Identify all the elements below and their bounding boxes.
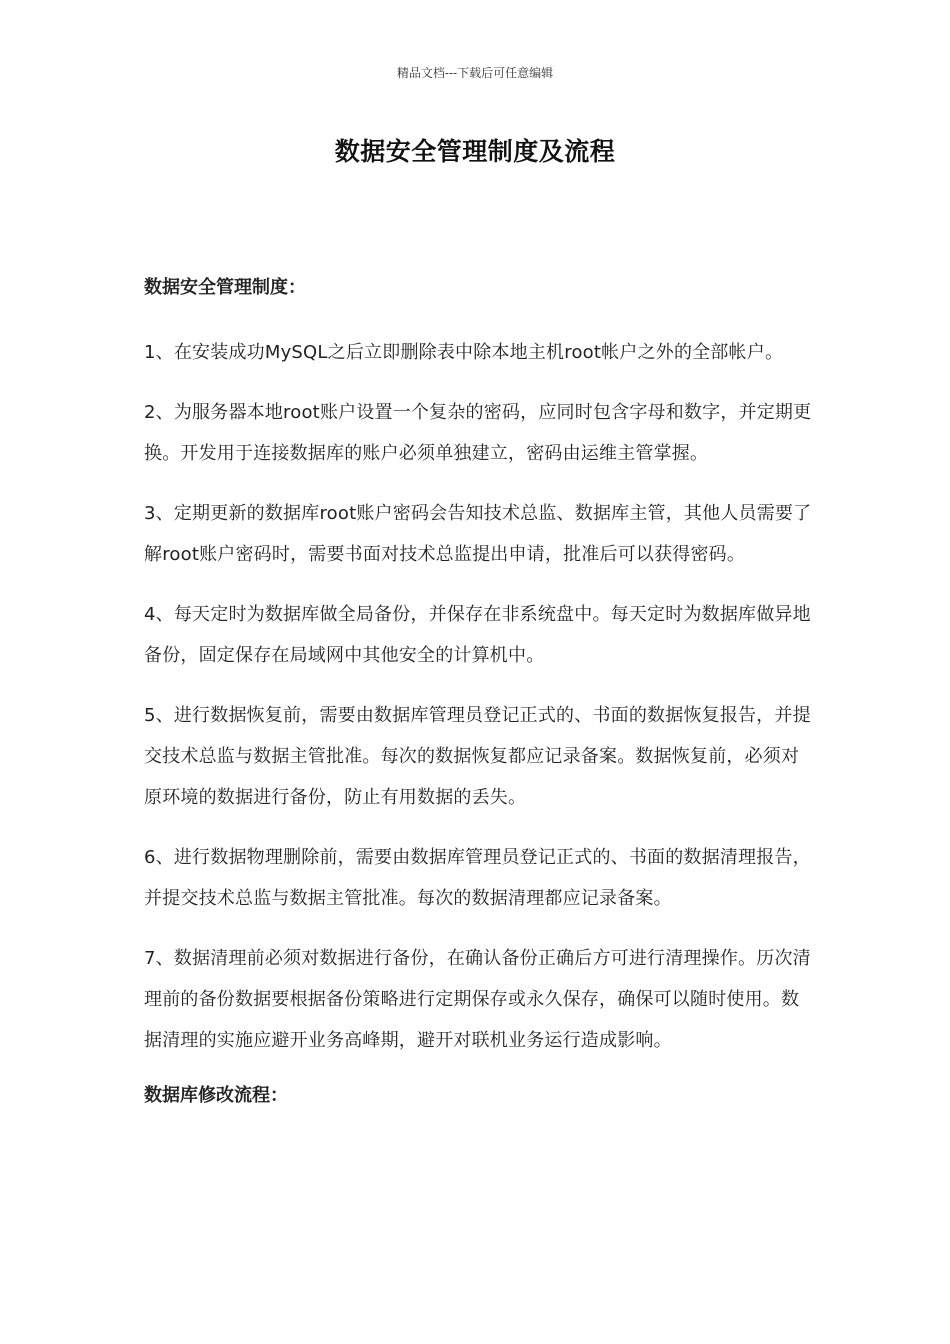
clause-3: 3、定期更新的数据库root账户密码会告知技术总监、数据库主管，其他人员需要了解root账户密码时，需要书面对技术总监提出申请，批准后可以获得密码。 (144, 503, 812, 565)
clause-6: 6、进行数据物理删除前，需要由数据库管理员登记正式的、书面的数据清理报告，并提交技术总监与数据主管批准。每次的数据清理都应记录备案。 (144, 847, 811, 909)
document-title: 数据安全管理制度及流程 (334, 137, 616, 166)
clause-2: 2、为服务器本地root账户设置一个复杂的密码，应同时包含字母和数字，并定期更换。开发用于连接数据库的账户必须单独建立，密码由运维主管掌握。 (144, 402, 812, 464)
clause-7: 7、数据清理前必须对数据进行备份，在确认备份正确后方可进行清理操作。历次清理前的备份数据要根据备份策略进行定期保存或永久保存，确保可以随时使用。数据清理的实施应避开业务高峰期，避开对联机业务运行造成影响。 (144, 948, 811, 1051)
clause-4: 4、每天定时为数据库做全局备份，并保存在非系统盘中。每天定时为数据库做异地备份，固定保存在局域网中其他安全的计算机中。 (144, 604, 811, 666)
clause-1: 1、在安装成功MySQL之后立即删除表中除本地主机root帐户之外的全部帐户。 (144, 342, 784, 363)
section-heading-db-change-flow: 数据库修改流程： (144, 1085, 288, 1106)
clause-5: 5、进行数据恢复前，需要由数据库管理员登记正式的、书面的数据恢复报告，并提交技术总监与数据主管批准。每次的数据恢复都应记录备案。数据恢复前，必须对原环境的数据进行备份，防止有用数据的丢失。 (144, 705, 811, 808)
section-heading-policy: 数据安全管理制度： (144, 277, 306, 298)
document-body (144, 272, 816, 1112)
header-note: 精品文档---下载后可任意编辑 (396, 66, 554, 80)
